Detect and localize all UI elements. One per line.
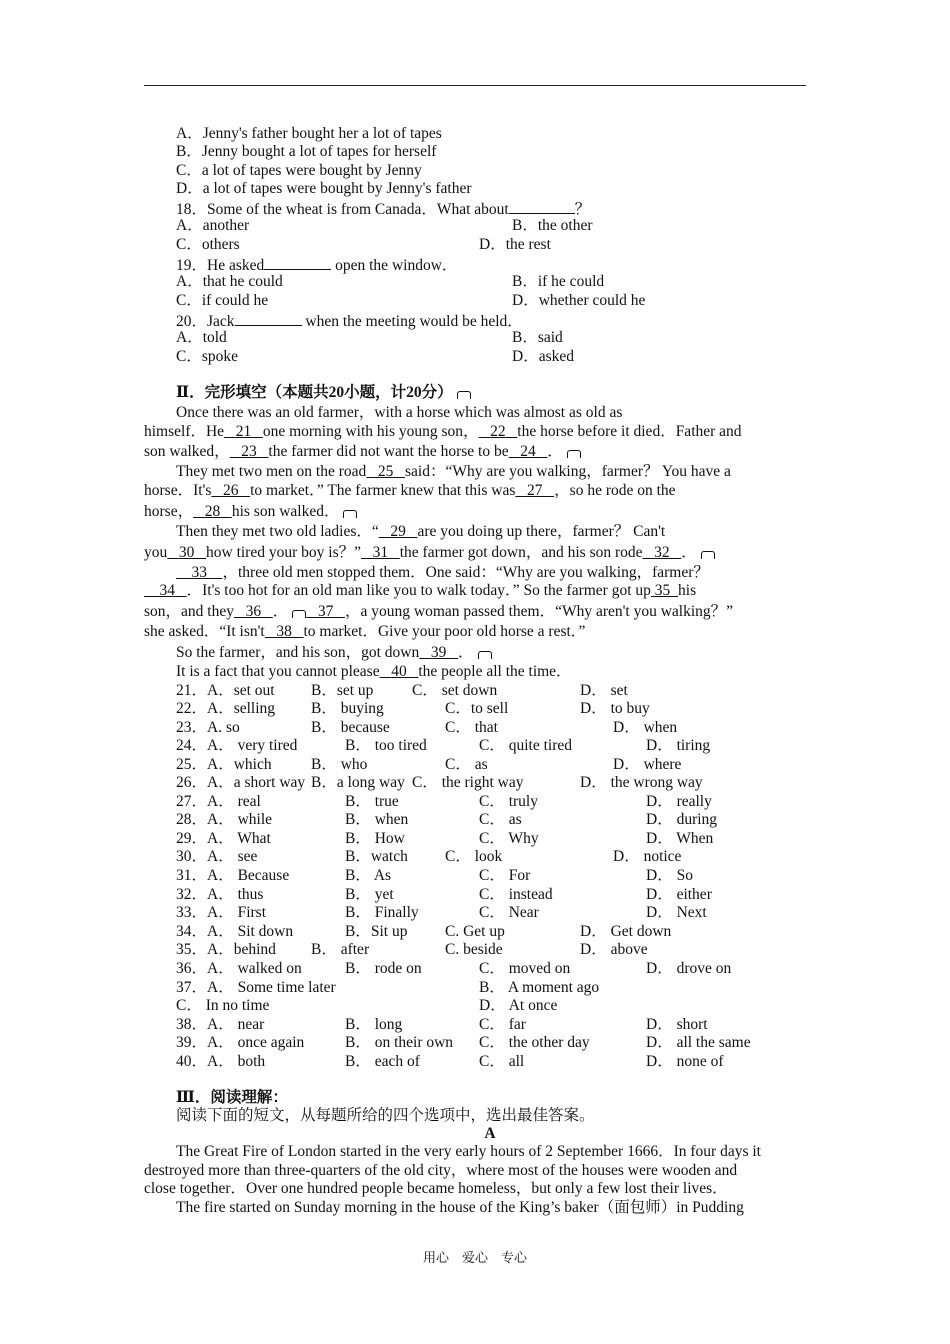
cloze-text: you (144, 544, 168, 561)
cloze-p2-line3 (144, 503, 357, 521)
option-row-label: 35．A．behind (176, 941, 276, 958)
option-row-label: 26．A．a short way (176, 774, 306, 791)
option-choice: B． true (345, 793, 399, 810)
option-choice: C． Near (479, 904, 539, 921)
cloze-p1-line3 (144, 443, 581, 461)
cloze-p4-line3 (144, 603, 733, 621)
q20-stem (176, 311, 523, 331)
cloze-text: she asked．“It isn't (144, 623, 265, 640)
option-choice: D． none of (646, 1053, 724, 1070)
cloze-text: one morning with his young son， (262, 423, 479, 440)
blank-number: 28 (204, 503, 221, 520)
q20-option-c: C．spoke (176, 348, 239, 365)
option-choice: B． yet (345, 886, 394, 903)
blank-number: 35 (654, 582, 671, 599)
cloze-blank-28 (193, 503, 232, 520)
option-choice: D． tiring (646, 737, 711, 754)
cloze-p1-line1: Once there was an old farmer，with a horse which was almost as old as (176, 404, 623, 421)
blank-number: 30 (178, 544, 195, 561)
option-choice: D． So (646, 867, 693, 884)
section2-heading (176, 384, 471, 402)
cloze-text: son，and they (144, 603, 234, 620)
cloze-blank-30 (167, 544, 206, 561)
blank-number: 32 (654, 544, 670, 561)
option-choice: C． all (479, 1053, 525, 1070)
option-choice: C．to sell (445, 700, 509, 717)
option-choice: D． the wrong way (580, 774, 703, 791)
passage-p1-line1: The Great Fire of London started in the very early hours of 2 September 1666．In four days it (176, 1143, 761, 1160)
option-choice: B．watch (345, 848, 408, 865)
q19-option-c: C．if could he (176, 292, 269, 309)
cloze-text: Then they met two old ladies．“ (176, 523, 379, 540)
cloze-text: to market．” The farmer knew that this was (250, 482, 516, 499)
q18-option-c: C．others (176, 236, 240, 253)
cloze-text: They met two men on the road (176, 463, 367, 480)
cloze-blank-34 (144, 582, 187, 599)
option-choice: D． above (580, 941, 648, 958)
q19-option-a: A．that he could (176, 273, 283, 290)
cloze-text: his son walked． (231, 503, 340, 520)
option-choice: B．a long way (311, 774, 405, 791)
option-choice: D． really (646, 793, 712, 810)
option-row-label: 40．A． both (176, 1053, 266, 1070)
cloze-text: So the farmer，and his son，got down (176, 644, 420, 661)
cloze-text: said：“Why are you walking，farmer？ You have a (405, 463, 731, 480)
option-choice: B． when (345, 811, 409, 828)
option-choice: B． long (345, 1016, 403, 1033)
option-choice: D． notice (613, 848, 682, 865)
cloze-blank-37 (306, 603, 345, 620)
section3-heading: Ⅲ．阅读理解： (176, 1089, 288, 1106)
option-choice: C． as (479, 811, 522, 828)
option-row-label: 22．A．selling (176, 700, 276, 717)
q17-option-a: A．Jenny's father bought her a lot of tapes (176, 125, 442, 142)
option-choice: D． short (646, 1016, 708, 1033)
cloze-text: are you doing up there，farmer？ Can't (417, 523, 666, 540)
cloze-p1-line2 (144, 423, 742, 441)
option-choice: B． each of (345, 1053, 420, 1070)
cloze-p4-line2 (144, 582, 696, 600)
paragraph-mark-icon (292, 610, 306, 618)
cloze-blank-29 (379, 523, 418, 540)
cloze-blank-36 (234, 603, 273, 620)
option-choice: C． instead (479, 886, 553, 903)
option-row-label: 34．A． Sit down (176, 923, 294, 940)
q18-option-d: D．the rest (479, 236, 551, 253)
paragraph-mark-icon (567, 450, 581, 458)
page-footer: 用心 爱心 专心 (422, 1250, 527, 1265)
q17-option-c: C．a lot of tapes were bought by Jenny (176, 162, 422, 179)
cloze-p5 (176, 644, 492, 662)
option-row-label: 23．A. so (176, 719, 240, 736)
option-choice: B． A moment ago (479, 979, 600, 996)
blank-number: 22 (490, 423, 506, 440)
option-choice: B． after (311, 941, 370, 958)
option-row-label: 37．A． Some time later (176, 979, 336, 996)
q18-stem-post: ？ (574, 201, 591, 218)
cloze-blank-21 (224, 423, 263, 440)
option-choice: D． Get down (580, 923, 672, 940)
cloze-text: his (678, 582, 697, 599)
option-choice: B． buying (311, 700, 384, 717)
cloze-text: how tired your boy is？” (206, 544, 361, 561)
option-choice: D． to buy (580, 700, 650, 717)
option-choice: C． look (445, 848, 503, 865)
q19-blank (264, 255, 331, 270)
option-row-label: 38．A． near (176, 1016, 265, 1033)
q19-option-b: B．if he could (512, 273, 605, 290)
cloze-p4-line1 (176, 564, 709, 582)
cloze-p2-line2 (144, 482, 676, 500)
q20-stem-pre: 20．Jack (176, 313, 235, 330)
blank-number: 25 (377, 463, 394, 480)
option-choice: C． the right way (412, 774, 524, 791)
option-choice: C. beside (445, 941, 503, 958)
q18-option-b: B．the other (512, 217, 593, 234)
blank-number: 38 (276, 623, 292, 640)
option-choice: C． For (479, 867, 531, 884)
cloze-text: horse．It's (144, 482, 212, 499)
option-choice: D． drove on (646, 960, 732, 977)
cloze-blank-27 (515, 482, 554, 499)
cloze-blank-38 (265, 623, 304, 640)
option-choice: C． moved on (479, 960, 571, 977)
cloze-blank-24 (509, 443, 548, 460)
cloze-blank-39 (419, 644, 458, 661)
option-row-label: 25．A．which (176, 756, 272, 773)
blank-number: 21 (235, 423, 252, 440)
blank-number: 37 (317, 603, 334, 620)
cloze-blank-25 (366, 463, 405, 480)
cloze-blank-22 (479, 423, 518, 440)
option-row-label: 31．A． Because (176, 867, 290, 884)
paragraph-mark-icon (343, 510, 357, 518)
option-choice: B． on their own (345, 1034, 454, 1051)
header-rule (144, 85, 806, 86)
cloze-text: son walked， (144, 443, 230, 460)
passage-label: A (484, 1125, 496, 1142)
option-choice: D． When (646, 830, 714, 847)
option-row-label: 39．A． once again (176, 1034, 305, 1051)
cloze-p6 (176, 663, 572, 681)
option-row-label: 21．A．set out (176, 682, 275, 699)
cloze-text: ． (457, 644, 474, 661)
cloze-text: the people all the time． (418, 663, 572, 680)
blank-number: 27 (527, 482, 543, 499)
option-row-label: 36．A． walked on (176, 960, 302, 977)
cloze-blank-32 (643, 544, 682, 561)
cloze-text: the horse before it died．Father and (517, 423, 742, 440)
option-row-label: 27．A． real (176, 793, 261, 810)
option-choice: D． all the same (646, 1034, 751, 1051)
option-row-label: 33．A． First (176, 904, 266, 921)
q20-option-a: A．told (176, 329, 227, 346)
paragraph-mark-icon (701, 551, 715, 559)
q17-option-b: B．Jenny bought a lot of tapes for herself (176, 143, 437, 160)
option-choice: B．Sit up (345, 923, 408, 940)
cloze-blank-23 (230, 443, 269, 460)
q20-option-b: B．said (512, 329, 563, 346)
q19-stem-pre: 19．He asked (176, 257, 265, 274)
cloze-p3-line1 (176, 523, 665, 541)
option-choice: C． set down (412, 682, 498, 699)
cloze-p3-line2 (144, 544, 715, 562)
option-choice: D． either (646, 886, 712, 903)
option-choice: C． the other day (479, 1034, 590, 1051)
cloze-blank-35 (651, 582, 678, 599)
option-choice: D． set (580, 682, 628, 699)
cloze-text: ，three old men stopped them．One said：“Why are you walking，farmer？ (222, 564, 709, 581)
option-choice: B． As (345, 867, 392, 884)
passage-p1-line3: close together．Over one hundred people became homeless，but only a few lost their lives． (144, 1180, 728, 1197)
cloze-text: the farmer got down，and his son rode (399, 544, 643, 561)
paragraph-mark-icon (457, 391, 471, 399)
option-row-label: 29．A． What (176, 830, 271, 847)
option-choice: C． quite tired (479, 737, 572, 754)
option-choice: B． because (311, 719, 390, 736)
option-choice: B． How (345, 830, 405, 847)
cloze-blank-26 (211, 482, 250, 499)
option-row-label: C． In no time (176, 997, 270, 1014)
q20-stem-post: when the meeting would be held． (301, 313, 523, 330)
cloze-text: to market．Give your poor old horse a rest．” (303, 623, 586, 640)
q20-blank (235, 311, 302, 326)
section2-heading-text: Ⅱ．完形填空（本题共20小题，计20分） (176, 384, 453, 401)
blank-number: 31 (372, 544, 389, 561)
blank-number: 23 (241, 443, 257, 460)
passage-p1-line2: destroyed more than three-quarters of the old city，where most of the houses were wooden and (144, 1162, 738, 1179)
q19-stem (176, 255, 457, 275)
q18-blank (509, 199, 575, 214)
q17-option-d: D．a lot of tapes were bought by Jenny's father (176, 180, 472, 197)
blank-number: 24 (520, 443, 536, 460)
passage-p2-line1: The fire started on Sunday morning in the house of the King’s baker（面包师）in Pudding (176, 1199, 744, 1216)
blank-number: 39 (430, 644, 447, 661)
option-choice: D． during (646, 811, 718, 828)
cloze-blank-33 (176, 564, 223, 581)
q18-stem (176, 199, 590, 219)
paragraph-mark-icon (478, 651, 492, 659)
cloze-text: ． (681, 544, 697, 561)
cloze-p4-line4 (144, 623, 585, 641)
blank-number: 29 (390, 523, 406, 540)
blank-number: 34 (159, 582, 175, 599)
cloze-text: ．It's too hot for an old man like you to walk today．” So the farmer got up (186, 582, 651, 599)
cloze-text: ，a young woman passed them．“Why aren't you walking？” (345, 603, 734, 620)
cloze-text: horse， (144, 503, 194, 520)
blank-number: 40 (391, 663, 407, 680)
option-row-label: 24．A． very tired (176, 737, 298, 754)
option-row-label: 32．A． thus (176, 886, 264, 903)
cloze-text: ． (547, 443, 563, 460)
cloze-text: the farmer did not want the horse to be (268, 443, 509, 460)
option-row-label: 30．A． see (176, 848, 258, 865)
option-choice: C． as (445, 756, 488, 773)
option-choice: B． too tired (345, 737, 427, 754)
cloze-text: It is a fact that you cannot please (176, 663, 380, 680)
option-choice: B． who (311, 756, 368, 773)
blank-number: 26 (223, 482, 239, 499)
option-choice: C． Why (479, 830, 539, 847)
q18-stem-pre: 18．Some of the wheat is from Canada．What about (176, 201, 509, 218)
option-choice: B． Finally (345, 904, 419, 921)
cloze-text: himself．He (144, 423, 225, 440)
cloze-text: ，so he rode on the (554, 482, 676, 499)
option-choice: C. Get up (445, 923, 505, 940)
option-choice: B．set up (311, 682, 374, 699)
option-choice: D． where (613, 756, 682, 773)
option-row-label: 28．A． while (176, 811, 273, 828)
q19-stem-post: open the window． (331, 257, 458, 274)
q18-option-a: A．another (176, 217, 250, 234)
blank-number: 33 (191, 564, 207, 581)
cloze-blank-31 (361, 544, 400, 561)
section3-instruction: 阅读下面的短文，从每题所给的四个选项中，选出最佳答案。 (176, 1107, 595, 1124)
q20-option-d: D．asked (512, 348, 574, 365)
option-choice: D． Next (646, 904, 707, 921)
cloze-blank-40 (380, 663, 419, 680)
cloze-p2-line1 (176, 463, 731, 481)
cloze-text: ． (272, 603, 289, 620)
option-choice: B． rode on (345, 960, 422, 977)
option-choice: C． truly (479, 793, 538, 810)
option-choice: D． At once (479, 997, 558, 1014)
option-choice: D． when (613, 719, 678, 736)
blank-number: 36 (245, 603, 262, 620)
option-choice: C． far (479, 1016, 526, 1033)
option-choice: C． that (445, 719, 498, 736)
q19-option-d: D．whether could he (512, 292, 646, 309)
